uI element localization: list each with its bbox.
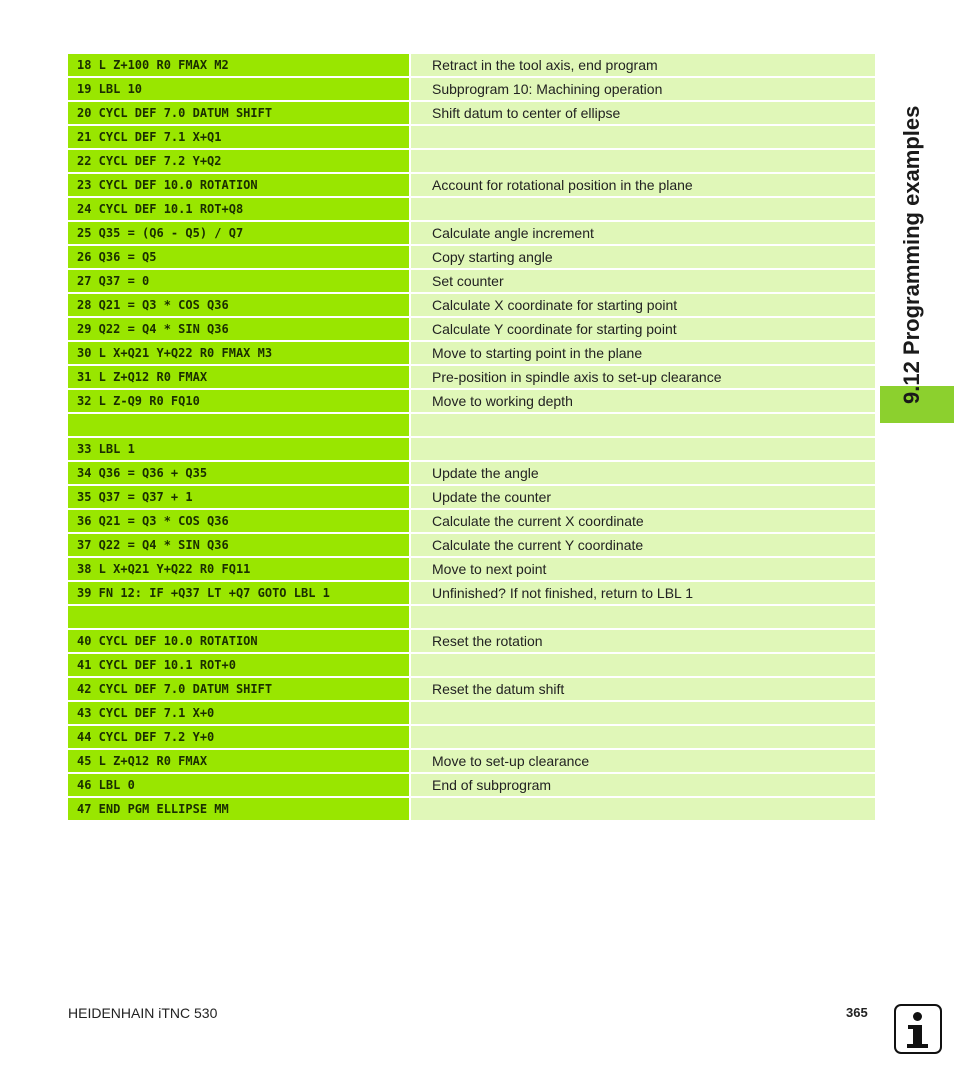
nc-code-cell: 45 L Z+Q12 R0 FMAX	[68, 750, 409, 772]
table-row	[68, 510, 875, 532]
description-cell: Update the angle	[411, 462, 875, 484]
description-cell: Move to working depth	[411, 390, 875, 412]
table-row	[68, 534, 875, 556]
table-row	[68, 366, 875, 388]
nc-code-cell: 18 L Z+100 R0 FMAX M2	[68, 54, 409, 76]
nc-code-cell: 20 CYCL DEF 7.0 DATUM SHIFT	[68, 102, 409, 124]
section-title: 9.12 Programming examples	[899, 105, 924, 404]
description-cell: Subprogram 10: Machining operation	[411, 78, 875, 100]
nc-code-cell: 36 Q21 = Q3 * COS Q36	[68, 510, 409, 532]
nc-code-cell: 29 Q22 = Q4 * SIN Q36	[68, 318, 409, 340]
description-cell	[411, 798, 875, 820]
nc-code-cell: 22 CYCL DEF 7.2 Y+Q2	[68, 150, 409, 172]
description-cell	[411, 198, 875, 220]
description-cell: Calculate Y coordinate for starting point	[411, 318, 875, 340]
description-cell: Set counter	[411, 270, 875, 292]
table-row	[68, 54, 875, 76]
table-row	[68, 222, 875, 244]
nc-code-cell: 43 CYCL DEF 7.1 X+0	[68, 702, 409, 724]
nc-code-cell: 47 END PGM ELLIPSE MM	[68, 798, 409, 820]
description-cell: Calculate angle increment	[411, 222, 875, 244]
table-row	[68, 78, 875, 100]
nc-code-cell: 24 CYCL DEF 10.1 ROT+Q8	[68, 198, 409, 220]
description-cell: Move to starting point in the plane	[411, 342, 875, 364]
nc-code-cell: 25 Q35 = (Q6 - Q5) / Q7	[68, 222, 409, 244]
description-cell	[411, 126, 875, 148]
nc-code-cell: 34 Q36 = Q36 + Q35	[68, 462, 409, 484]
table-row	[68, 678, 875, 700]
description-cell	[411, 654, 875, 676]
description-cell: Move to next point	[411, 558, 875, 580]
description-cell	[411, 606, 875, 628]
description-cell: Unfinished? If not finished, return to LBL 1	[411, 582, 875, 604]
description-cell: Shift datum to center of ellipse	[411, 102, 875, 124]
description-cell	[411, 726, 875, 748]
nc-code-cell: 23 CYCL DEF 10.0 ROTATION	[68, 174, 409, 196]
table-row	[68, 630, 875, 652]
description-cell: Reset the rotation	[411, 630, 875, 652]
table-row	[68, 774, 875, 796]
nc-code-cell	[68, 606, 409, 628]
info-icon	[894, 1004, 942, 1054]
table-row	[68, 414, 875, 436]
nc-code-cell: 27 Q37 = 0	[68, 270, 409, 292]
table-row	[68, 126, 875, 148]
nc-code-cell: 37 Q22 = Q4 * SIN Q36	[68, 534, 409, 556]
description-cell: Copy starting angle	[411, 246, 875, 268]
description-cell: Reset the datum shift	[411, 678, 875, 700]
table-row	[68, 726, 875, 748]
nc-code-cell: 39 FN 12: IF +Q37 LT +Q7 GOTO LBL 1	[68, 582, 409, 604]
table-row	[68, 246, 875, 268]
table-row	[68, 798, 875, 820]
nc-code-cell: 42 CYCL DEF 7.0 DATUM SHIFT	[68, 678, 409, 700]
nc-code-cell: 21 CYCL DEF 7.1 X+Q1	[68, 126, 409, 148]
table-row	[68, 150, 875, 172]
description-cell: Update the counter	[411, 486, 875, 508]
table-row	[68, 750, 875, 772]
table-row	[68, 582, 875, 604]
description-cell	[411, 150, 875, 172]
nc-code-cell: 44 CYCL DEF 7.2 Y+0	[68, 726, 409, 748]
table-row	[68, 486, 875, 508]
nc-code-cell: 38 L X+Q21 Y+Q22 R0 FQ11	[68, 558, 409, 580]
nc-code-cell: 40 CYCL DEF 10.0 ROTATION	[68, 630, 409, 652]
nc-code-cell: 30 L X+Q21 Y+Q22 R0 FMAX M3	[68, 342, 409, 364]
table-row	[68, 270, 875, 292]
table-row	[68, 174, 875, 196]
nc-code-cell: 28 Q21 = Q3 * COS Q36	[68, 294, 409, 316]
nc-code-cell: 32 L Z-Q9 R0 FQ10	[68, 390, 409, 412]
description-cell	[411, 702, 875, 724]
description-cell: Calculate X coordinate for starting point	[411, 294, 875, 316]
program-listing-table	[68, 54, 875, 822]
description-cell: End of subprogram	[411, 774, 875, 796]
nc-code-cell: 19 LBL 10	[68, 78, 409, 100]
table-row	[68, 606, 875, 628]
nc-code-cell: 46 LBL 0	[68, 774, 409, 796]
nc-code-cell: 35 Q37 = Q37 + 1	[68, 486, 409, 508]
info-icon-dot	[913, 1012, 922, 1021]
description-cell: Move to set-up clearance	[411, 750, 875, 772]
description-cell	[411, 438, 875, 460]
nc-code-cell: 26 Q36 = Q5	[68, 246, 409, 268]
description-cell: Calculate the current X coordinate	[411, 510, 875, 532]
table-row	[68, 438, 875, 460]
nc-code-cell: 41 CYCL DEF 10.1 ROT+0	[68, 654, 409, 676]
table-row	[68, 198, 875, 220]
description-cell: Pre-position in spindle axis to set-up clearance	[411, 366, 875, 388]
table-row	[68, 318, 875, 340]
table-row	[68, 342, 875, 364]
table-row	[68, 294, 875, 316]
description-cell: Account for rotational position in the plane	[411, 174, 875, 196]
table-row	[68, 654, 875, 676]
footer-product: HEIDENHAIN iTNC 530	[68, 1005, 218, 1021]
description-cell: Calculate the current Y coordinate	[411, 534, 875, 556]
page-number: 365	[846, 1005, 868, 1020]
info-icon-serif-bottom	[907, 1044, 928, 1048]
nc-code-cell	[68, 414, 409, 436]
nc-code-cell: 31 L Z+Q12 R0 FMAX	[68, 366, 409, 388]
description-cell: Retract in the tool axis, end program	[411, 54, 875, 76]
table-row	[68, 390, 875, 412]
table-row	[68, 462, 875, 484]
table-row	[68, 102, 875, 124]
nc-code-cell: 33 LBL 1	[68, 438, 409, 460]
table-row	[68, 702, 875, 724]
table-row	[68, 558, 875, 580]
description-cell	[411, 414, 875, 436]
